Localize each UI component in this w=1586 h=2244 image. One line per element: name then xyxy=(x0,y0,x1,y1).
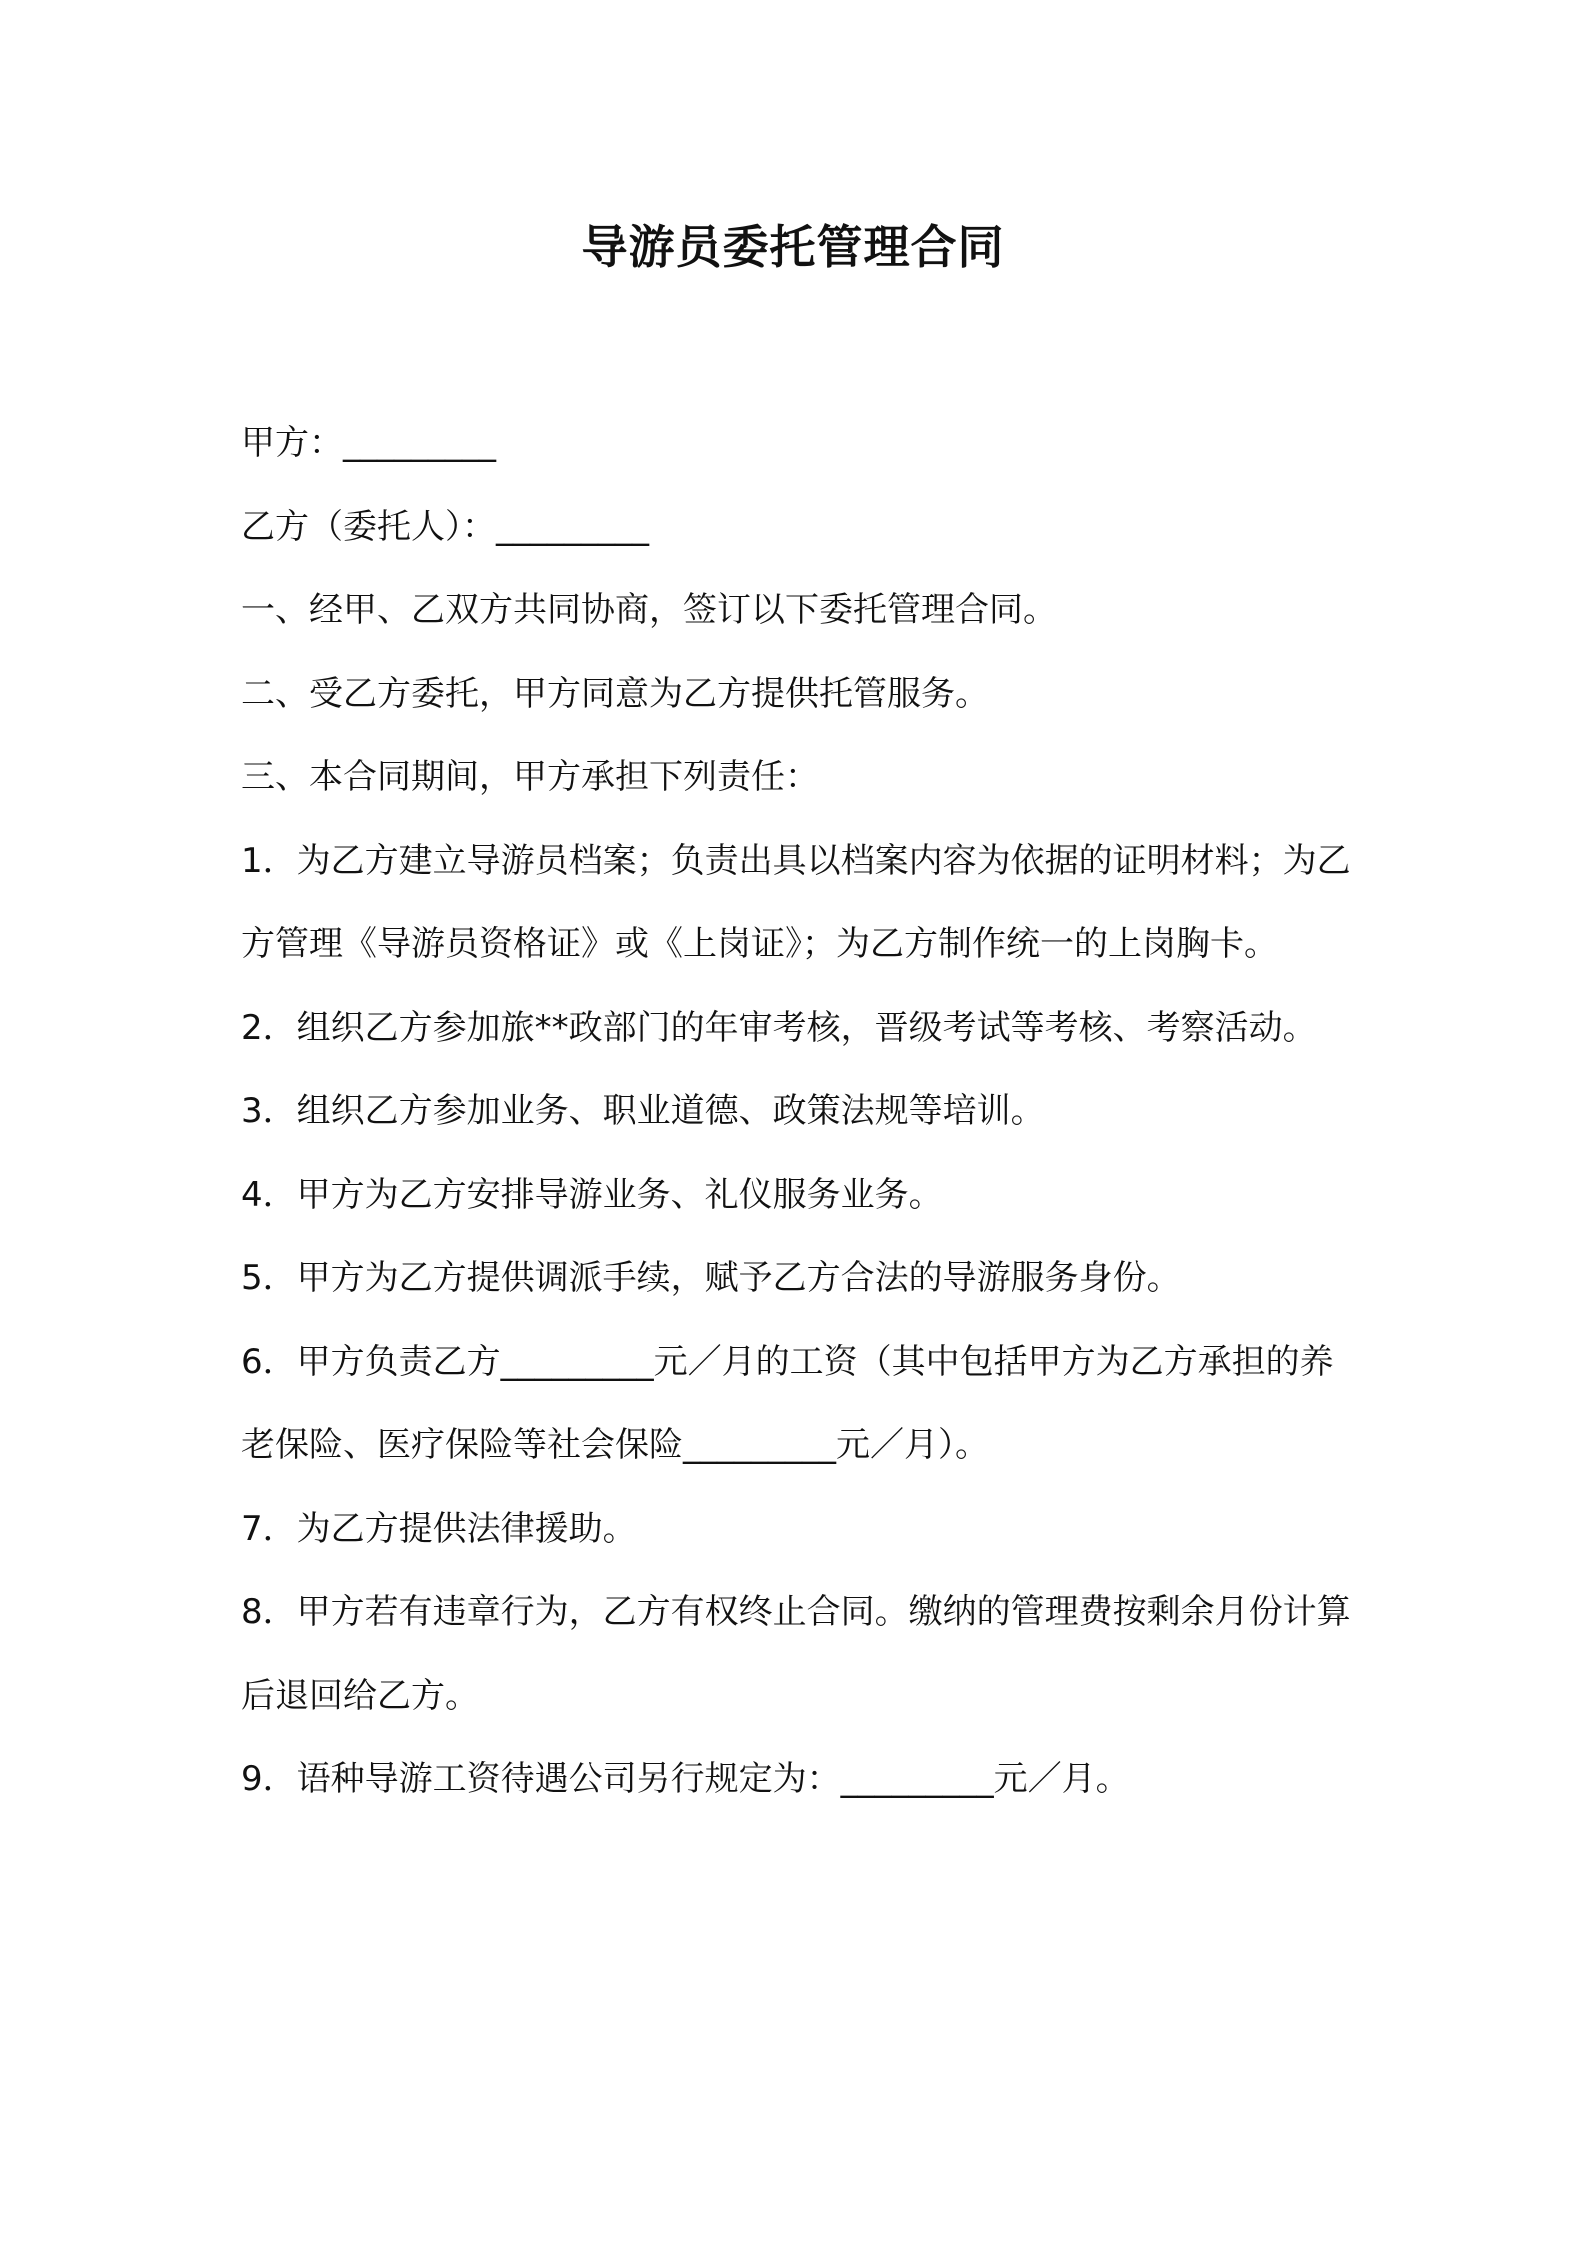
item-1: 1．为乙方建立导游员档案；负责出具以档案内容为依据的证明材料；为乙方管理《导游员资格证》或《上岗证》；为乙方制作统一的上岗胸卡。 xyxy=(241,840,1351,964)
item-8: 8．甲方若有违章行为，乙方有权终止合同。缴纳的管理费按剩余月份计算后退回给乙方。 xyxy=(241,1592,1351,1716)
document-title: 导游员委托管理合同 xyxy=(581,220,1005,274)
clause-2: 二、受乙方委托，甲方同意为乙方提供托管服务。 xyxy=(241,673,989,714)
item-2: 2．组织乙方参加旅**政部门的年审考核，晋级考试等考核、考察活动。 xyxy=(241,1007,1317,1048)
clause-3: 三、本合同期间，甲方承担下列责任： xyxy=(241,757,819,797)
item-9: 9．语种导游工资待遇公司另行规定为：_________元／月。 xyxy=(241,1759,1130,1799)
item-7: 7．为乙方提供法律援助。 xyxy=(241,1508,637,1549)
clause-1: 一、经甲、乙双方共同协商，签订以下委托管理合同。 xyxy=(241,590,1057,630)
item-3: 3．组织乙方参加业务、职业道德、政策法规等培训。 xyxy=(241,1091,1045,1131)
item-6: 6．甲方负责乙方_________元／月的工资（其中包括甲方为乙方承担的养老保险、医疗保险等社会保险_________元／月）。 xyxy=(241,1341,1334,1465)
party-b-line: 乙方（委托人）：_________ xyxy=(241,506,649,547)
item-5: 5．甲方为乙方提供调派手续，赋予乙方合法的导游服务身份。 xyxy=(241,1258,1181,1298)
party-a-line: 甲方：_________ xyxy=(241,423,496,463)
document-body xyxy=(241,402,1361,1822)
item-4: 4．甲方为乙方安排导游业务、礼仪服务业务。 xyxy=(241,1174,943,1215)
